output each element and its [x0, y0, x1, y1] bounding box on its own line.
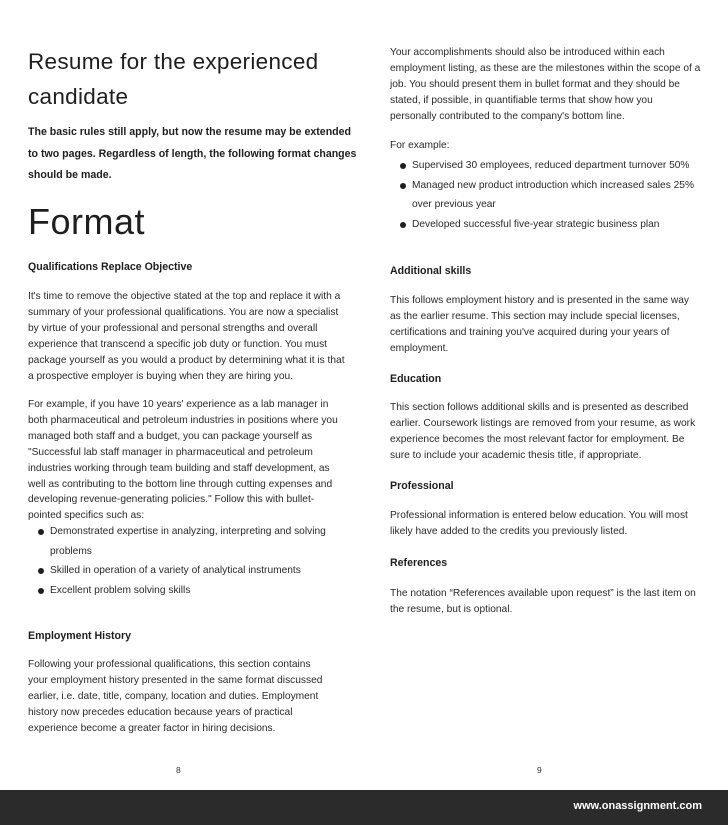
bullet-icon: [400, 222, 406, 228]
example-label: For example:: [390, 140, 450, 151]
list-item: Excellent problem solving skills: [28, 581, 328, 601]
list-item: Managed new product introduction which increased sales 25% over previous year: [390, 176, 700, 215]
footer-bar: [0, 790, 728, 825]
list-item: Supervised 30 employees, reduced department turnover 50%: [390, 156, 700, 176]
qualifications-bullet-list: [28, 522, 328, 600]
list-item: Skilled in operation of a variety of analytical instruments: [28, 561, 328, 581]
education-heading: Education: [390, 373, 442, 385]
page-title: [28, 44, 318, 114]
qualifications-heading: Qualifications Replace Objective: [28, 261, 193, 273]
list-item: Developed successful five-year strategic business plan: [390, 215, 700, 235]
bullet-icon: [400, 163, 406, 169]
references-paragraph: The notation “References available upon request” is the last item on the resume, but is optional.: [390, 588, 696, 615]
list-item: Demonstrated expertise in analyzing, interpreting and solving problems: [28, 522, 328, 561]
bullet-icon: [38, 529, 44, 535]
bullet-icon: [38, 588, 44, 594]
page-number-left: 8: [176, 765, 181, 775]
example-bullet-list: [390, 156, 700, 234]
references-heading: References: [390, 557, 448, 569]
employment-history-heading: Employment History: [28, 630, 132, 642]
professional-paragraph: Professional information is entered below education. You will most likely have added to the credits you previously listed.: [390, 510, 688, 537]
footer-website-link[interactable]: www.onassignment.com: [573, 800, 702, 812]
additional-skills-paragraph: This follows employment history and is presented in the same way as the earlier resume. This section may include special licenses, certifications and training you've acquired during your years of employment.: [390, 295, 689, 354]
intro-text: The basic rules still apply, but now the resume may be extended to two pages. Regardless of length, the following format changes should be made.: [28, 126, 357, 181]
title-line-2: candidate: [28, 84, 129, 109]
qualifications-paragraph-2: For example, if you have 10 years' experience as a lab manager in both pharmaceutical and petroleum industries in positions where you managed both staff and a budget, you can package yourself as "Successful lab staff manager in pharmaceutical and petroleum industries working through team building and staff development, as well as contributing to the bottom line through cutting expenses and developing revenue-generating policies." Follow this with bullet-pointed specifics such as:: [28, 399, 338, 522]
format-heading: Format: [28, 201, 146, 242]
title-line-1: Resume for the experienced: [28, 49, 319, 74]
additional-skills-heading: Additional skills: [390, 265, 472, 277]
education-paragraph: This section follows additional skills and is presented as described earlier. Coursework listings are removed from your resume, as work experience becomes the most relevant factor for employment. Be sure to include your academic thesis title, if appropriate.: [390, 402, 696, 461]
bullet-icon: [400, 183, 406, 189]
bullet-icon: [38, 568, 44, 574]
employment-history-paragraph: Following your professional qualifications, this section contains your employment history presented in the same format discussed earlier, i.e. date, title, company, location and duties. Employment history now precedes education because years of practical experience become a greater factor in hiring decisions.: [28, 659, 323, 734]
page-number-right: 9: [537, 765, 542, 775]
accomplishments-paragraph: Your accomplishments should also be introduced within each employment listing, as these are the milestones within the scope of a job. You should present them in bullet format and they should be stated, if possible, in quantifiable terms that show how you personally contributed to the company's bottom line.: [390, 47, 701, 122]
qualifications-paragraph-1: It's time to remove the objective stated at the top and replace it with a summary of your professional qualifications. You are now a specialist by virtue of your professional and personal strengths and overall experience that transcend a specific job duty or function. You must package yourself as you would a product by determining what it is that a prospective employer is buying when they are hiring you.: [28, 291, 345, 382]
professional-heading: Professional: [390, 480, 454, 492]
